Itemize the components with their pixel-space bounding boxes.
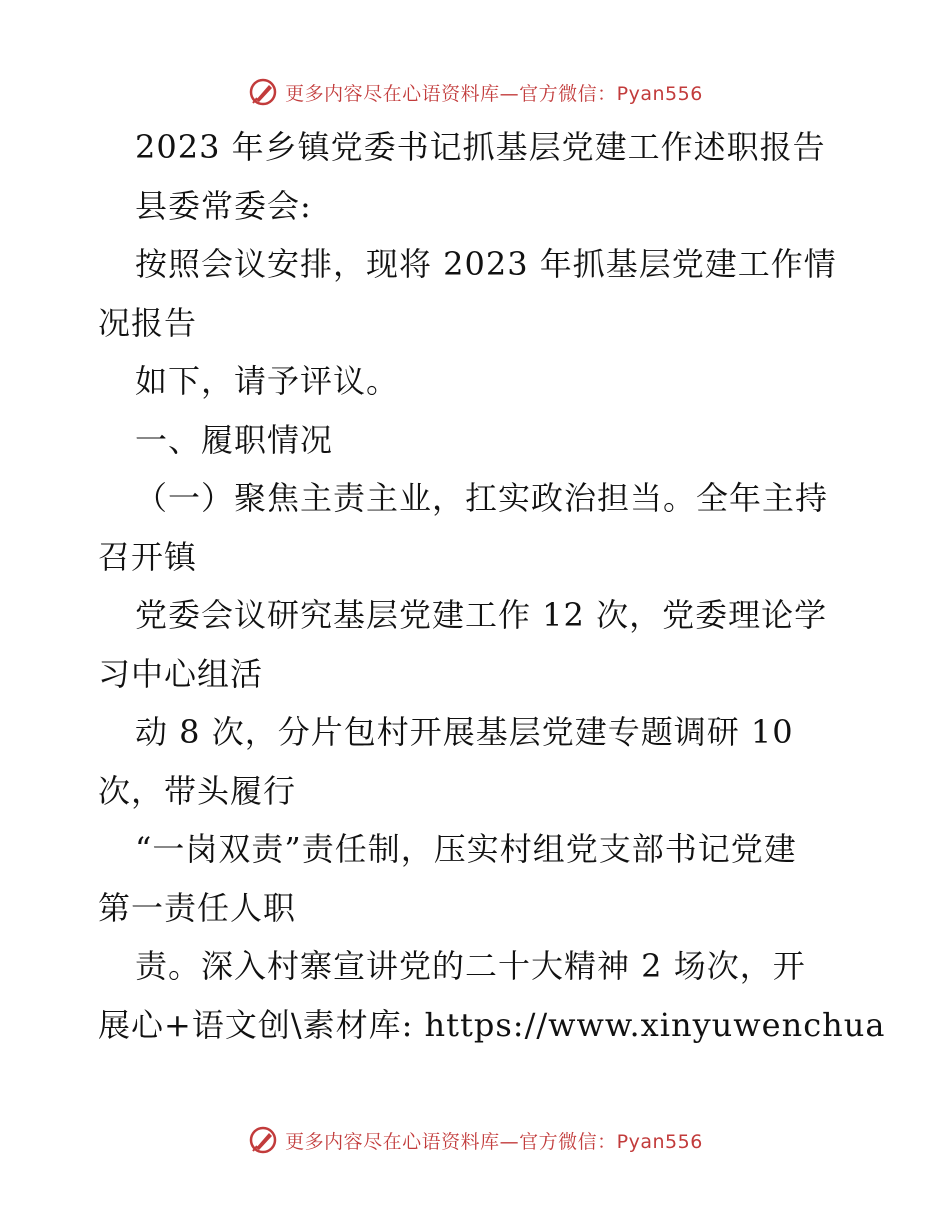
watermark-text: 更多内容尽在心语资料库—官方微信：Pyan556 [285, 1130, 703, 1153]
doc-title-line: 2023 年乡镇党委书记抓基层党建工作述职报告 [135, 128, 826, 166]
header-watermark [0, 72, 950, 112]
pen-logo-icon [247, 1124, 279, 1156]
doc-line: 责。深入村寨宣讲党的二十大精神 2 场次，开 [135, 947, 806, 985]
doc-line: 第一责任人职 [98, 888, 297, 927]
doc-line: 动 8 次，分片包村开展基层党建专题调研 10 [135, 713, 794, 751]
doc-line: 召开镇 [98, 537, 198, 576]
footer-watermark [0, 1120, 950, 1160]
doc-line: 展心+语文创\素材库: https://www.xinyuwenchua [98, 1005, 886, 1044]
doc-line: 次，带头履行 [98, 771, 297, 810]
section-heading-line: 一、履职情况 [135, 420, 334, 459]
doc-line: 如下，请予评议。 [135, 362, 400, 400]
pen-logo-icon [247, 76, 279, 108]
doc-line: 况报告 [98, 303, 198, 342]
watermark-text: 更多内容尽在心语资料库—官方微信：Pyan556 [285, 82, 703, 105]
doc-line: 习中心组活 [98, 654, 264, 693]
doc-line: “一岗双责”责任制，压实村组党支部书记党建 [135, 830, 797, 868]
doc-line: 党委会议研究基层党建工作 12 次，党委理论学 [135, 596, 828, 634]
doc-line: 县委常委会: [135, 186, 312, 225]
doc-line: （一）聚焦主责主业，扛实政治担当。全年主持 [135, 479, 829, 517]
doc-line: 按照会议安排，现将 2023 年抓基层党建工作情 [135, 245, 837, 283]
document-body [98, 118, 886, 1054]
